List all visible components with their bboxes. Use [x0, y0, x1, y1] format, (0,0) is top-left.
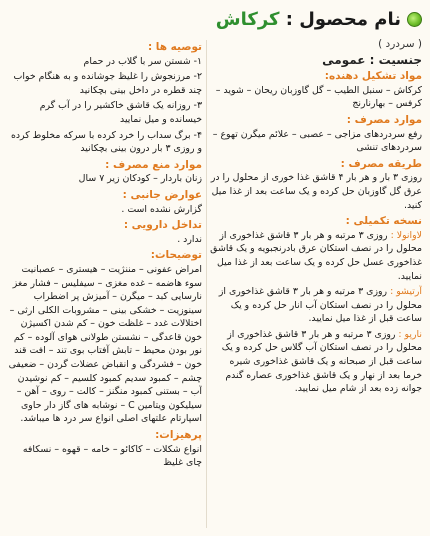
title-prefix: نام محصول :	[279, 8, 401, 30]
extra-text: روزی ۳ مرتبه و هر بار ۳ قاشق غذاخوری از محلول را در نصف استکان عرق بادرنجبویه و یک قاشق غذاخوری عسل حل کرده و یک ساعت بعد از غذا میل نمایید.	[210, 229, 422, 282]
advice-item: ۳- روزانه یک قاشق خاکشیر را در آب گرم خیسانده و میل نمایید	[39, 100, 202, 125]
extra-item	[210, 285, 422, 326]
extra-text: روزی ۳ مرتبه و هر بار ۳ قاشق غذاخوری از محلول را در نصف استکان آب انار حل کرده و یک ساعت قبل از غذا میل نمایید.	[218, 286, 422, 325]
extra-heading: نسخه تکمیلی :	[345, 215, 422, 228]
advice-heading: توصیه ها :	[147, 41, 202, 53]
advice-item: ۱- شستن سر با گلاب در حمام	[83, 55, 202, 67]
method-heading: طریقه مصرف :	[340, 157, 422, 170]
page-title	[216, 9, 401, 30]
avoid-text: انواع شکلات – کاکائو – خامه – قهوه – نسکافه چای غلیظ	[22, 443, 202, 469]
subtitle: ( سردرد )	[378, 38, 422, 50]
explanation-heading: توضیحات:	[150, 249, 202, 262]
side-effects-heading: عوارض جانبی :	[122, 188, 202, 201]
usage-text: رفع سردردهای مزاجی – عصبی – علائم میگرن تهوع – سردردهای تنشی	[212, 128, 422, 154]
ingredients-heading: مواد تشکیل دهنده:	[324, 70, 422, 83]
interaction-text: ندارد .	[177, 233, 202, 245]
contra-heading: موارد منع مصرف :	[105, 158, 202, 171]
advice-item: ۴- برگ سداب را خرد کرده با سرکه مخلوط کرده و روزی ۳ بار درون بینی بچکانید	[10, 129, 202, 155]
extra-item	[210, 229, 422, 283]
advice-item: ۲- مرزنجوش را غلیظ جوشانده و به هنگام خواب چند قطره در داخل بینی بچکانید	[13, 71, 202, 96]
avoid-heading: پرهیزات:	[155, 429, 202, 442]
interaction-heading: تداخل دارویی :	[123, 219, 202, 232]
method-text: روزی ۳ بار و هر بار ۴ قاشق غذا خوری از محلول را در عرق گل گاوزبان حل کرده و یک ساعت بعد از غذا میل کنید.	[210, 172, 422, 211]
product-name: کرکاش	[215, 8, 280, 30]
header	[8, 6, 422, 32]
extra-item	[210, 328, 422, 396]
gender: جنسیت : عمومی	[322, 52, 422, 67]
column-divider	[206, 40, 207, 528]
green-bullet-icon	[407, 12, 422, 27]
extra-label: نارپو :	[398, 328, 422, 340]
explanation-text: امراض عفونی – مننژیت – هیستری – عصبانیت سوء هاضمه – غده مغزی – سیفلیس – فشار مغز نارسایی کبد – میگرن – آمیزش پر اضطراب سینوزیت – خشکی بینی – مشروبات الکلی ارثی – اختلالات غدد – غلظت خون – کم شدن اکسیژن خون قاعدگی – نشستن طولانی هوای آلوده – کم نور بودن محیط – تابش آفتاب بوی تند – افت قند خون – فشردگی و انقباض عضلات گردن – ضعیفی چشم – کمبود سدیم کمبود کلسیم – کم نوشیدن آب – بستنی کمبود منگنز – کالت – روی – آهن – سیلیکون ویتامین C – نوشابه های گاز دار حاوی اسپارتام علتهای اصلی انواع سر درد ها میباشد.	[8, 263, 202, 425]
extra-text: روزی ۳ مرتبه و هر بار ۳ قاشق غذاخوری از محلول را در نصف استکان آب گلاس حل کرده و یک ساعت قبل از صبحانه و یک قاشق غذاخوری شیره خرما بعد از نهار و یک قاشق غذاخوری عصاره گندم جوانه زده بعد از شام میل نمایید.	[221, 328, 422, 395]
extra-label: لاوانولا :	[390, 229, 422, 241]
ingredients-text: کرکاش – سنبل الطیب – گل گاوزبان ریحان – شوید – کرفس – بهارنارنج	[215, 84, 422, 110]
side-effects-text: گزارش نشده است .	[121, 203, 202, 215]
contra-text: زنان باردار – کودکان زیر ۷ سال	[78, 173, 202, 185]
left-column	[8, 38, 202, 532]
usage-heading: موارد مصرف :	[346, 113, 422, 126]
extra-label: آرتیشو :	[390, 286, 422, 298]
right-column	[210, 38, 422, 532]
